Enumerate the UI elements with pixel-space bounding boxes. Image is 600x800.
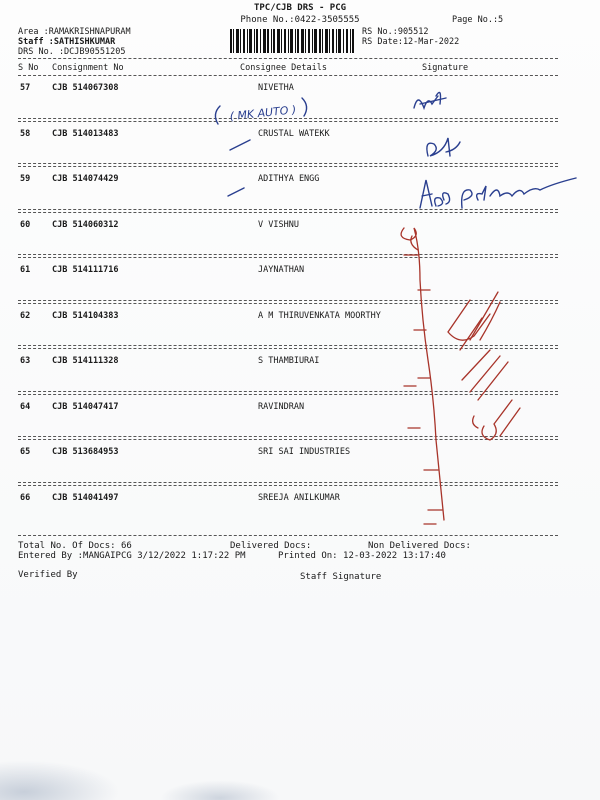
- row-consignment-number: CJB 514047417: [52, 401, 119, 412]
- row-divider: [18, 345, 558, 346]
- row-consignee-name: SRI SAI INDUSTRIES: [258, 447, 351, 457]
- row-consignment-number: CJB 514060312: [52, 219, 119, 230]
- row-divider: [18, 118, 558, 119]
- area-field: Area :RAMAKRISHNAPURAM: [18, 27, 131, 37]
- column-header-consignment: Consignment No: [52, 63, 124, 73]
- printed-on: Printed On: 12-03-2022 13:17:40: [278, 551, 446, 561]
- row-consignment-number: CJB 514111328: [52, 356, 119, 366]
- row-consignee-name: ADITHYA ENGG: [258, 174, 320, 184]
- document-title: TPC/CJB DRS - PCG: [253, 3, 347, 13]
- verified-by-label: Verified By: [18, 570, 78, 580]
- row-serial-number: 61: [20, 265, 31, 275]
- phone-number: Phone No.:0422-3505555: [240, 15, 360, 25]
- row-serial-number: 64: [20, 401, 31, 412]
- row-consignee-name: CRUSTAL WATEKK: [258, 128, 330, 139]
- row-divider: [18, 439, 558, 440]
- row-divider: [18, 394, 558, 395]
- row-divider: [18, 348, 558, 349]
- delivered-docs: Delivered Docs:: [230, 541, 312, 551]
- row-serial-number: 60: [20, 219, 31, 230]
- row-serial-number: 63: [20, 356, 31, 366]
- row-divider: [18, 391, 558, 392]
- scan-smudge: [0, 760, 120, 800]
- row-divider: [18, 209, 558, 210]
- drs-number: DRS No. :DCJB90551205: [18, 47, 126, 57]
- rs-number: RS No.:905512: [362, 27, 429, 37]
- row-consignee-name: JAYNATHAN: [258, 265, 305, 275]
- non-delivered-docs: Non Delivered Docs:: [368, 541, 471, 551]
- row-consignee-name: SREEJA ANILKUMAR: [258, 492, 340, 503]
- row-consignment-number: CJB 514111716: [52, 265, 119, 275]
- rs-date: RS Date:12-Mar-2022: [362, 37, 460, 47]
- row-divider: [18, 300, 558, 301]
- row-divider: [18, 166, 558, 167]
- row-divider: [18, 163, 558, 164]
- row-serial-number: 66: [20, 492, 31, 503]
- row-consignee-name: A M THIRUVENKATA MOORTHY: [258, 310, 381, 321]
- row-consignment-number: CJB 513684953: [52, 447, 119, 457]
- row-serial-number: 59: [20, 174, 31, 184]
- row-serial-number: 62: [20, 310, 31, 321]
- staff-field: Staff :SATHISHKUMAR: [18, 37, 116, 47]
- row-consignment-number: CJB 514067308: [52, 83, 119, 93]
- row-divider: [18, 436, 558, 437]
- row-divider: [18, 254, 558, 255]
- handwritten-note: ( MK AUTO ): [229, 103, 297, 124]
- row-divider: [18, 303, 558, 304]
- staff-signature-label: Staff Signature: [300, 572, 382, 582]
- row-divider: [18, 485, 558, 486]
- row-divider: [18, 257, 558, 258]
- row-serial-number: 57: [20, 83, 31, 93]
- row-consignee-name: S THAMBIURAI: [258, 356, 320, 366]
- row-consignment-number: CJB 514013483: [52, 128, 119, 139]
- column-header-sno: S No: [18, 63, 39, 73]
- row-consignment-number: CJB 514041497: [52, 492, 119, 503]
- row-divider: [18, 482, 558, 483]
- column-header-consignee: Consignee Details: [240, 63, 327, 73]
- row-serial-number: 58: [20, 128, 31, 139]
- divider: [18, 75, 558, 76]
- row-divider: [18, 212, 558, 213]
- row-consignee-name: NIVETHA: [258, 83, 294, 93]
- scan-smudge: [160, 780, 280, 800]
- row-consignment-number: CJB 514104383: [52, 310, 119, 321]
- row-serial-number: 65: [20, 447, 31, 457]
- column-header-signature: Signature: [422, 63, 469, 73]
- row-consignee-name: RAVINDRAN: [258, 401, 305, 412]
- page-number: Page No.:5: [452, 15, 504, 25]
- row-consignee-name: V VISHNU: [258, 219, 299, 230]
- total-docs: Total No. Of Docs: 66: [18, 541, 132, 551]
- row-consignment-number: CJB 514074429: [52, 174, 119, 184]
- divider: [18, 535, 558, 536]
- barcode-icon: [230, 29, 354, 53]
- row-divider: [18, 121, 558, 122]
- divider: [18, 58, 558, 59]
- entered-by: Entered By :MANGAIPCG 3/12/2022 1:17:22 PM: [18, 551, 246, 561]
